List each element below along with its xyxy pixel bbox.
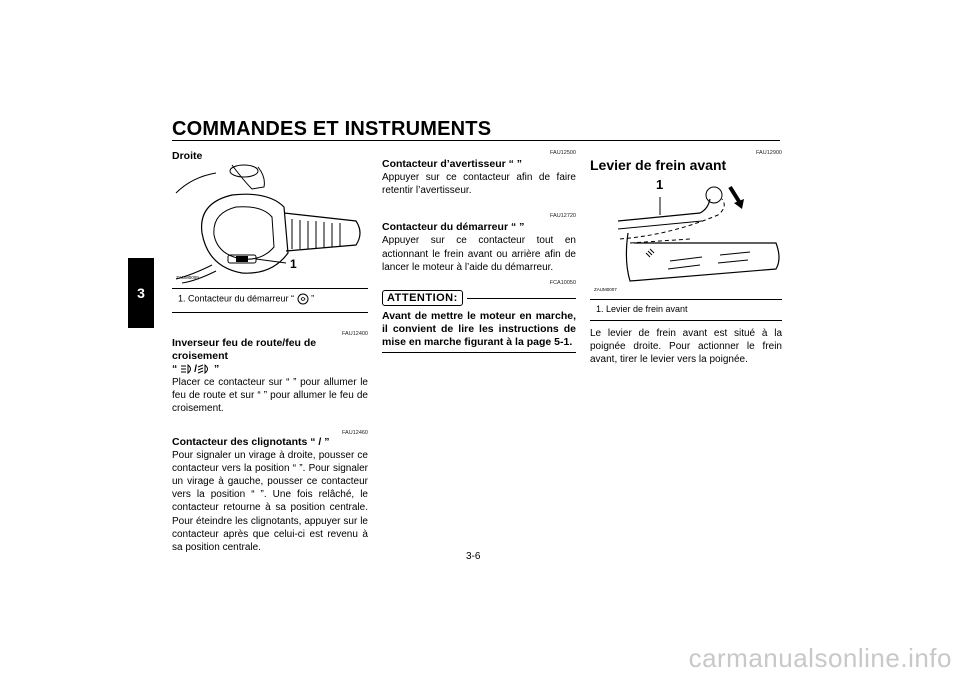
brake-lever-illustration — [590, 173, 782, 297]
section-code-headlight: FAU12400 — [342, 331, 368, 337]
watermark: carmanualsonline.info — [688, 643, 952, 673]
attention-label: ATTENTION: — [382, 290, 463, 306]
section-title-headlight-line2: “ / ” — [172, 363, 220, 375]
figure-callout-brake: 1 — [656, 177, 664, 192]
figure-code: ZAUM0009 — [176, 275, 199, 280]
section-title-brake: Levier de frein avant — [590, 157, 727, 173]
header-rule — [172, 140, 780, 141]
attention-rule-top — [467, 298, 576, 299]
attention-code: FCA10050 — [549, 280, 576, 287]
section-title-turn-signal: Contacteur des clignotants “ / ” — [172, 435, 330, 448]
handlebar-illustration — [172, 163, 368, 285]
section-title-starter: Contacteur du démarreur “ ” — [382, 221, 525, 234]
page-number: 3-6 — [466, 551, 481, 562]
section-code-starter: FAU12720 — [550, 213, 576, 220]
figure-caption: 1. Contacteur du démarreur “ ” — [178, 293, 315, 304]
section-title-headlight: Inverseur feu de route/feu de croisement — [172, 337, 317, 362]
figure-rule-bottom — [172, 312, 368, 313]
section-title-horn: Contacteur d’avertisseur “ ” — [382, 158, 523, 170]
brake-lever-figure — [590, 173, 782, 297]
page-title: COMMANDES ET INSTRUMENTS — [172, 118, 492, 140]
middle-column — [382, 150, 576, 353]
chapter-tab: 3 — [128, 258, 154, 328]
section-body-starter: Appuyer sur ce contacteur tout en actionnant le frein avant ou arrière afin de lancer le moteur à l’aide du démarreur. — [382, 235, 576, 273]
section-body-brake: Le levier de frein avant est situé à la poignée droite. Pour actionner le frein avant, tirer le levier vers la poignée. — [590, 328, 782, 366]
figure-code-brake: ZAUM0007 — [594, 287, 617, 292]
right-handlebar-figure — [172, 163, 368, 285]
starter-icon — [297, 293, 309, 305]
attention-header — [382, 290, 576, 306]
left-heading: Droite — [172, 150, 203, 162]
section-code-brake: FAU12900 — [756, 150, 782, 156]
figure-rule-brake-bottom — [590, 320, 782, 321]
figure-rule — [172, 288, 368, 289]
section-body-horn: Appuyer sur ce contacteur afin de faire retentir l’avertisseur. — [382, 172, 576, 197]
section-code-horn: FAU12500 — [550, 150, 576, 156]
left-column — [172, 150, 368, 554]
section-code-turn-signal: FAU12460 — [342, 429, 368, 436]
section-body-turn-signal: Pour signaler un virage à droite, pousser ce contacteur vers la position “ ”. Pour signaler un virage à gauche, pousser ce contacteur vers la position “ ”. Une fois relâché, le contacteur retourne à sa position centrale. Pour éteindre les clignotants, appuyer sur le contacteur après que celui-ci est revenu à sa position centrale. — [172, 449, 368, 554]
high-beam-icon — [180, 364, 194, 374]
attention-text: Avant de mettre le moteur en marche, il convient de lire les instructions de mise en marche figurant à la page 5-1. — [382, 310, 576, 349]
section-body-headlight: Placer ce contacteur sur “ ” pour allumer le feu de route et sur “ ” pour allumer le feu de croisement. — [172, 377, 368, 415]
figure-callout: 1 — [290, 257, 297, 271]
figure-caption-brake: 1. Levier de frein avant — [596, 304, 688, 314]
right-column — [590, 150, 782, 367]
attention-rule-bottom — [382, 352, 576, 353]
figure-rule-brake — [590, 299, 782, 300]
low-beam-icon — [197, 364, 211, 374]
